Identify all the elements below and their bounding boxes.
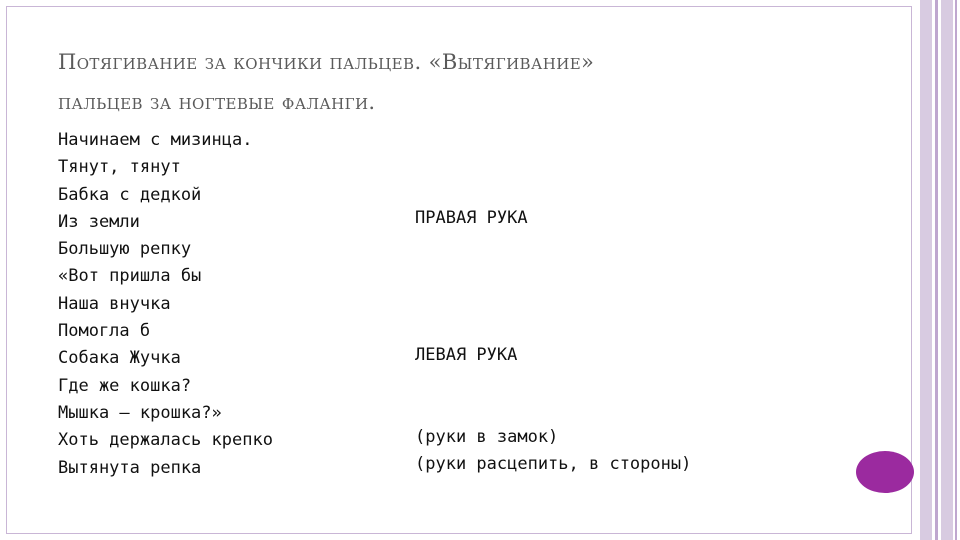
poem-line: Большую репку [58,239,192,260]
note-left-hand: ЛЕВАЯ РУКА [415,345,518,365]
side-decoration-band [941,0,953,540]
poem-line: Хоть держалась крепко [58,430,273,451]
poem-line: Где же кошка? [58,375,192,396]
poem-line: Наша внучка [58,293,171,314]
poem-line: «Вот пришла бы [58,266,202,287]
poem-line: Мышка – крошка?» [58,402,222,423]
slide-title [58,42,878,122]
poem-line: Тянут, тянут [58,157,181,178]
poem-line: Из земли [58,211,140,232]
poem-line: Собака Жучка [58,348,181,369]
note-hands-lock: (руки в замок) [415,427,559,447]
poem-line: Вытянута репка [58,457,202,478]
note-right-hand: ПРАВАЯ РУКА [415,208,528,228]
side-decoration-line [955,0,957,540]
side-decoration-line [935,0,938,540]
decorative-circle [856,451,914,493]
title-line-1: Потягивание за кончики пальцев. «Вытягивание» [58,50,595,74]
poem-line: Помогла б [58,321,151,342]
poem-line: Бабка с дедкой [58,184,202,205]
note-hands-unlock: (руки расцепить, в стороны) [415,454,692,474]
poem-line: Начинаем с мизинца. [58,130,253,150]
poem-text [58,127,273,482]
title-line-2: пальцев за ногтевые фаланги. [58,90,376,114]
side-decoration-band [920,0,932,540]
